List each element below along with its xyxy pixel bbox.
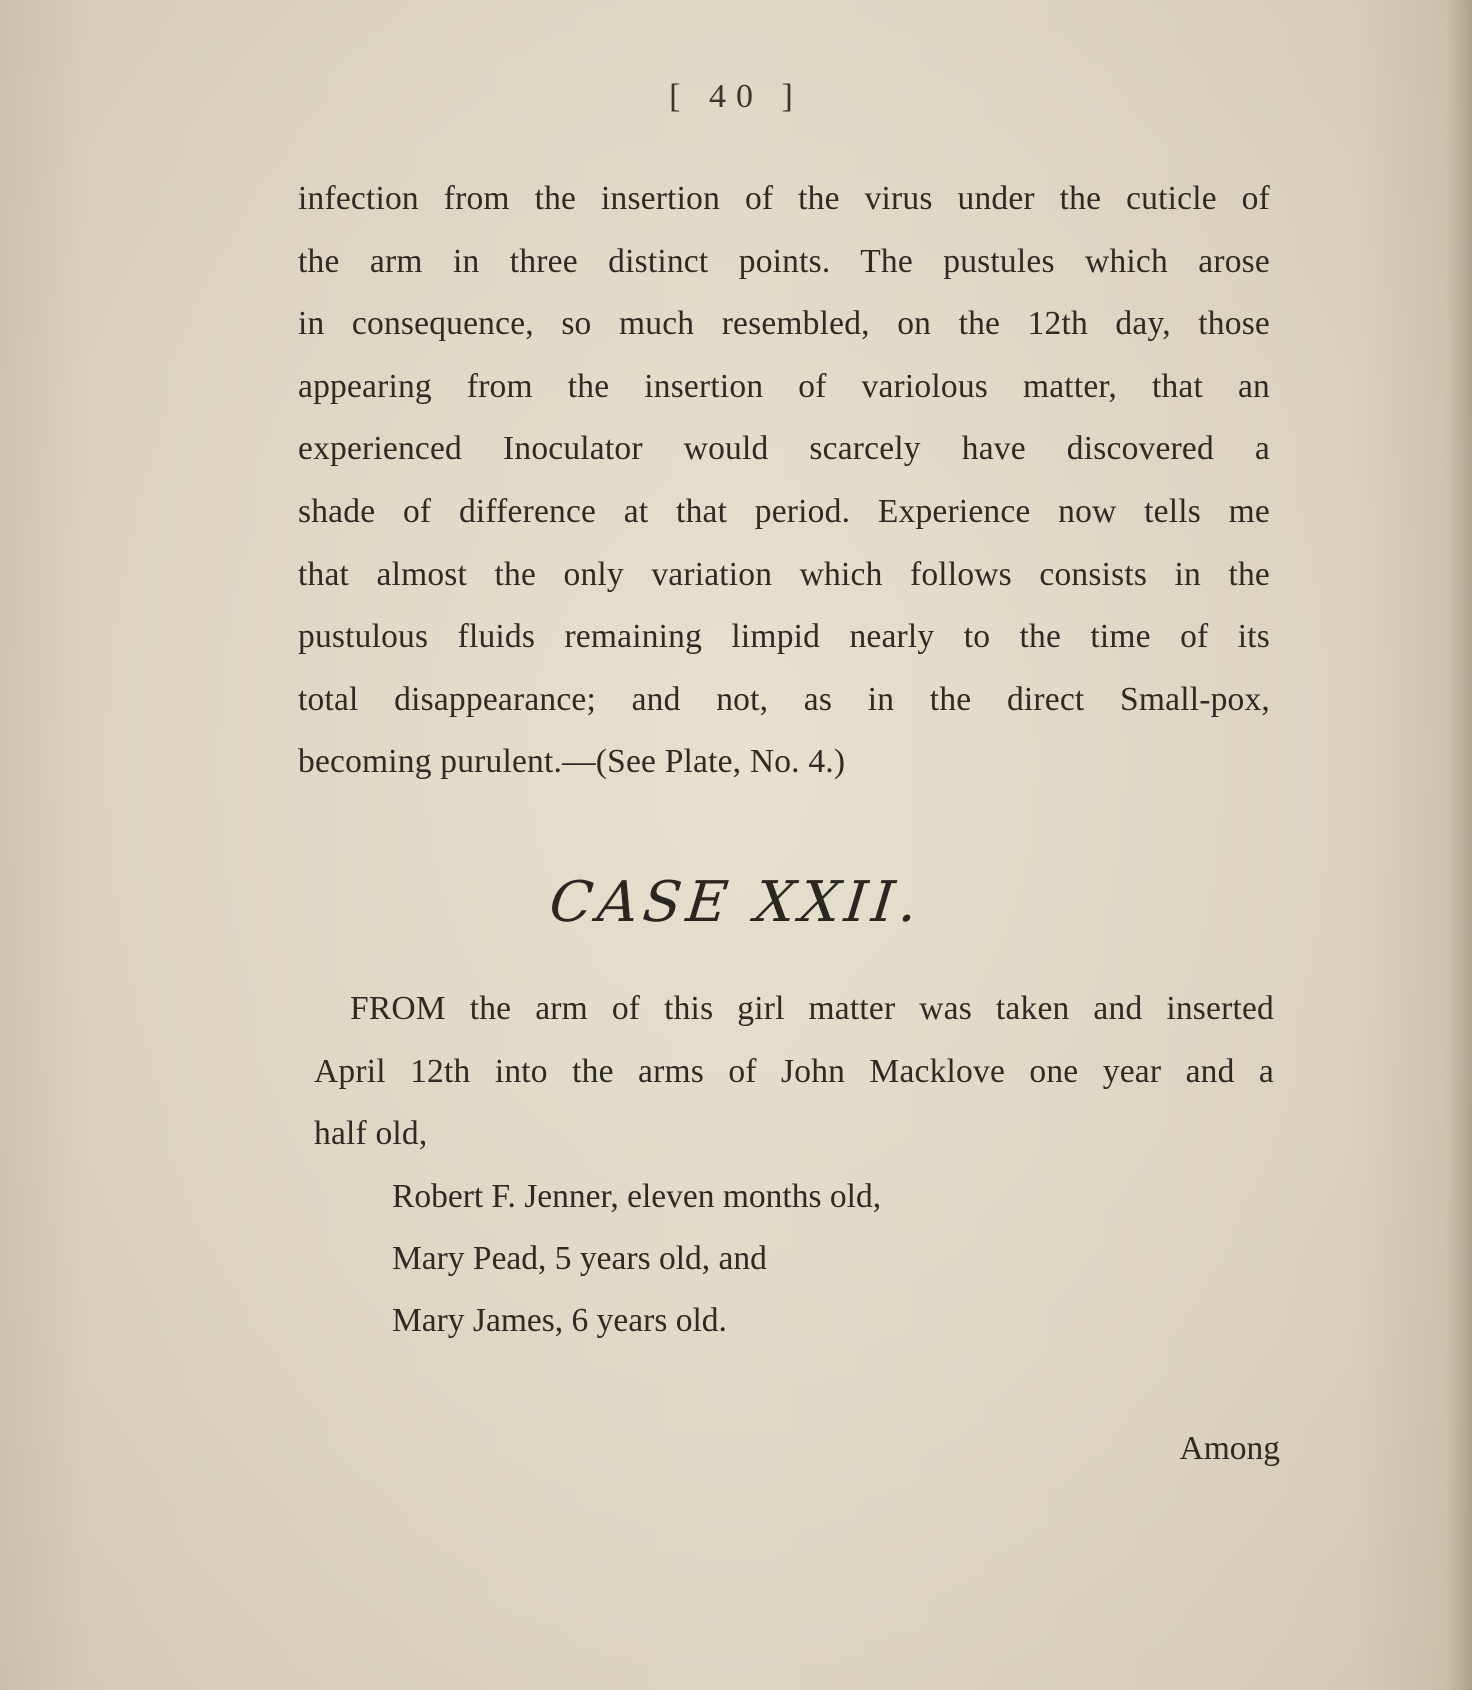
case-heading: CASE XXII.	[546, 870, 926, 935]
text-line: infection from the insertion of the virus under the cuticle of	[298, 180, 1270, 217]
text-line: becoming purulent.—(See Plate, No. 4.)	[298, 743, 846, 781]
list-item: Robert F. Jenner, eleven months old,	[392, 1178, 882, 1215]
text-line: the arm in three distinct points. The pustules which arose	[298, 242, 1270, 280]
text-line: that almost the only variation which follows consists in the	[298, 555, 1270, 593]
page-number: [ 40 ]	[669, 78, 803, 115]
text-line: appearing from the insertion of variolous matter, that an	[298, 367, 1270, 405]
list-item: Mary Pead, 5 years old, and	[392, 1240, 767, 1277]
catchword: Among	[1179, 1430, 1280, 1467]
text-line: total disappearance; and not, as in the direct Small-pox,	[298, 680, 1270, 718]
patient-list	[392, 1166, 1092, 1352]
continued-paragraph	[298, 168, 1270, 794]
text-line: shade of difference at that period. Experience now tells me	[298, 492, 1270, 530]
text-line: half old,	[314, 1115, 428, 1152]
text-line: in consequence, so much resembled, on the 12th day, those	[298, 305, 1270, 343]
text-line: April 12th into the arms of John Macklove one year and a	[314, 1052, 1274, 1090]
text-line: pustulous fluids remaining limpid nearly to the time of its	[298, 618, 1270, 656]
text-line: experienced Inoculator would scarcely have discovered a	[298, 430, 1270, 468]
case-paragraph	[314, 978, 1274, 1166]
page-edge-shadow	[1446, 0, 1472, 1690]
list-item: Mary James, 6 years old.	[392, 1302, 727, 1339]
text-line: FROM the arm of this girl matter was taken and inserted	[350, 990, 1274, 1027]
